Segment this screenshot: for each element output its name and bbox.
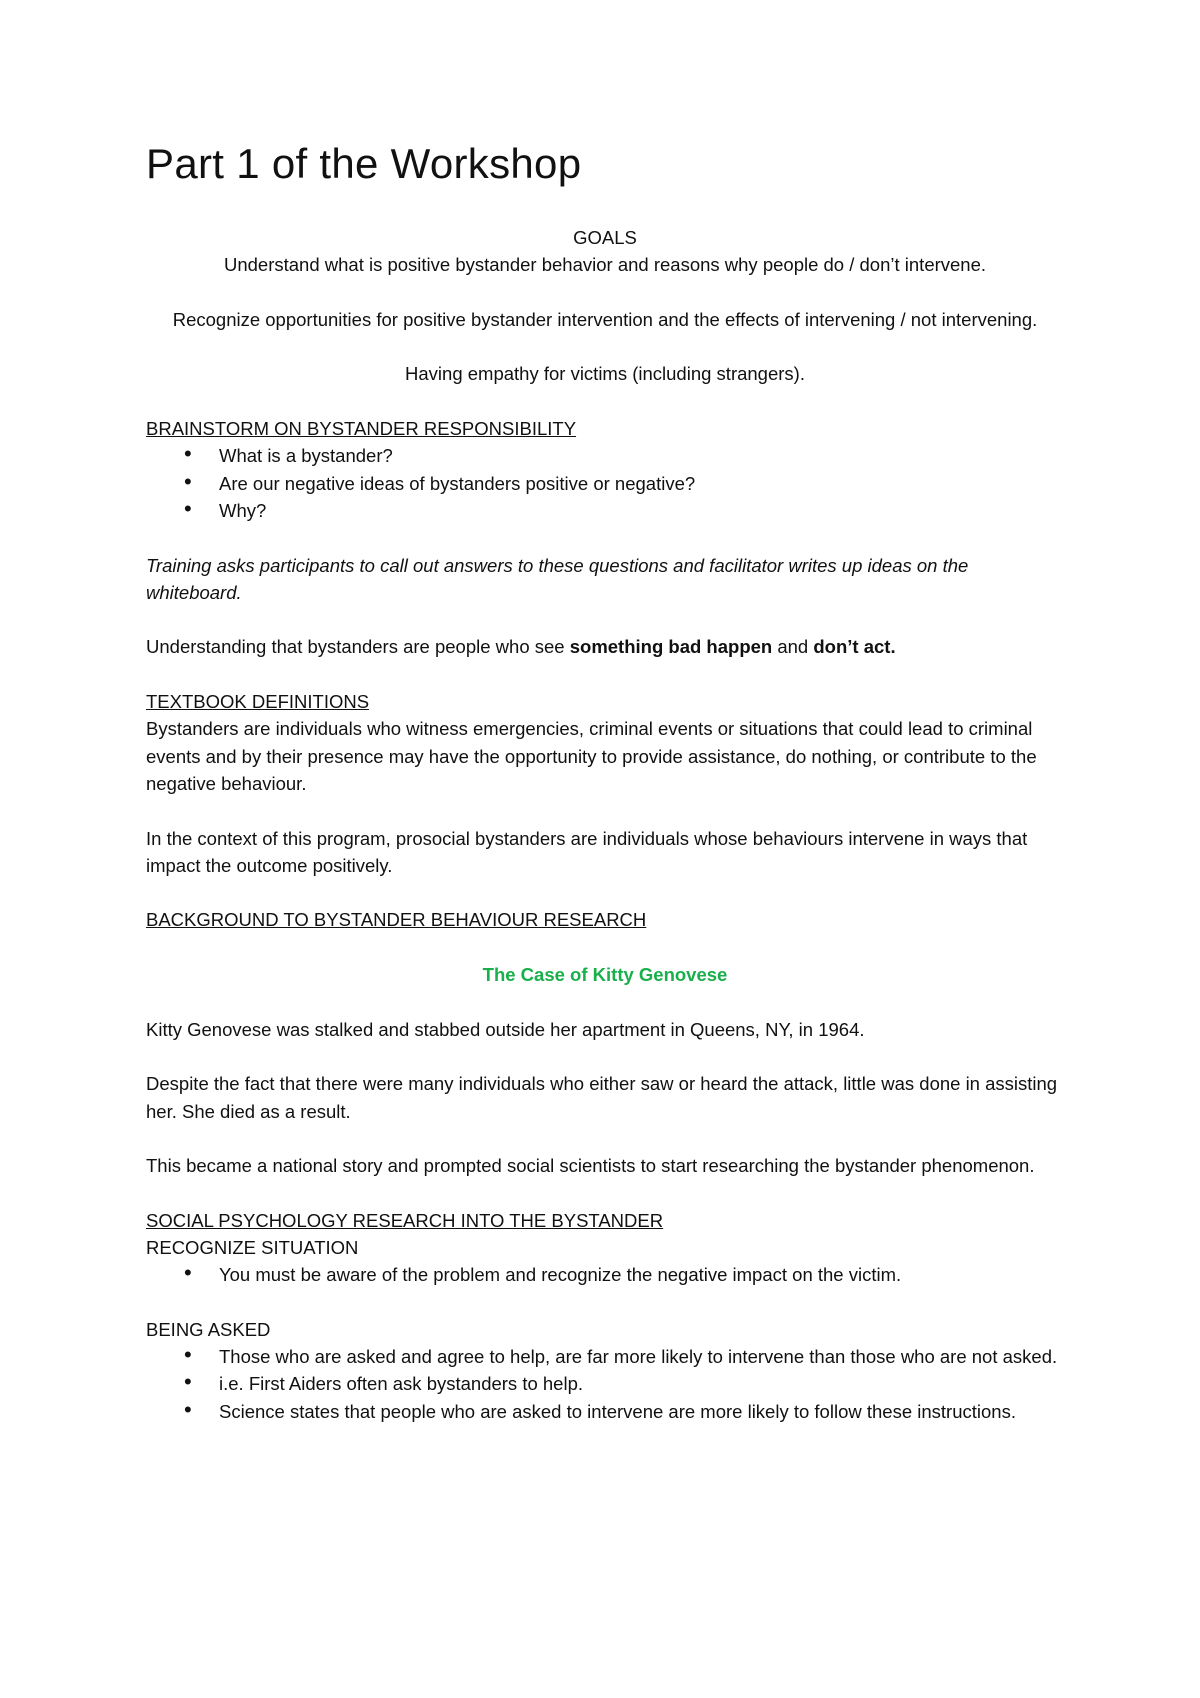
document-body [146, 224, 1064, 1425]
goal-item: Recognize opportunities for positive bystander intervention and the effects of intervening / not intervening. [172, 308, 1038, 330]
research-heading: SOCIAL PSYCHOLOGY RESEARCH INTO THE BYSTANDER [146, 1209, 664, 1231]
understanding-middle: and [772, 636, 814, 658]
understanding-paragraph [146, 633, 1064, 660]
goal-item: Having empathy for victims (including strangers). [405, 363, 805, 385]
being-asked-list [146, 1343, 1064, 1425]
list-item: • Those who are asked and agree to help, are far more likely to intervene than those who are not asked. [146, 1343, 1064, 1370]
definition-paragraph: Bystanders are individuals who witness emergencies, criminal events or situations that could lead to criminal events and by their presence may have the opportunity to provide assistance, do nothing, or contribute to the negative behaviour. [146, 718, 1037, 794]
definitions-heading: TEXTBOOK DEFINITIONS [146, 691, 370, 713]
list-item: • Science states that people who are asked to intervene are more likely to follow these instructions. [146, 1398, 1064, 1425]
list-item: • Are our negative ideas of bystanders positive or negative? [146, 470, 1064, 497]
background-heading: BACKGROUND TO BYSTANDER BEHAVIOUR RESEARCH [146, 909, 647, 931]
background-paragraph: This became a national story and prompted social scientists to start researching the bystander phenomenon. [146, 1155, 1035, 1177]
list-item: • i.e. First Aiders often ask bystanders to help. [146, 1370, 1064, 1397]
case-title: The Case of Kitty Genovese [482, 964, 728, 986]
recognize-list [146, 1261, 1064, 1288]
goal-item: Understand what is positive bystander behavior and reasons why people do / don’t intervene. [223, 254, 987, 276]
brainstorm-heading: BRAINSTORM ON BYSTANDER RESPONSIBILITY [146, 418, 577, 440]
background-paragraph: Kitty Genovese was stalked and stabbed outside her apartment in Queens, NY, in 1964. [146, 1018, 865, 1040]
page-title: Part 1 of the Workshop [146, 140, 582, 187]
research-subheading: BEING ASKED [146, 1318, 271, 1340]
understanding-bold-1: something bad happen [569, 636, 773, 658]
list-item: • You must be aware of the problem and recognize the negative impact on the victim. [146, 1261, 1064, 1288]
understanding-prefix: Understanding that bystanders are people who see [146, 636, 570, 658]
list-item: • What is a bystander? [146, 442, 1064, 469]
understanding-bold-2: don’t act. [813, 636, 896, 658]
goals-heading: GOALS [573, 227, 637, 248]
list-item: • Why? [146, 497, 1064, 524]
background-paragraph: Despite the fact that there were many individuals who either saw or heard the attack, little was done in assisting her. She died as a result. [146, 1073, 1058, 1122]
training-note: Training asks participants to call out answers to these questions and facilitator writes up ideas on the whiteboard. [146, 554, 969, 603]
research-subheading: RECOGNIZE SITUATION [146, 1236, 359, 1258]
brainstorm-list [146, 442, 1064, 524]
definition-paragraph: In the context of this program, prosocial bystanders are individuals whose behaviours intervene in ways that impact the outcome positively. [146, 827, 1028, 876]
